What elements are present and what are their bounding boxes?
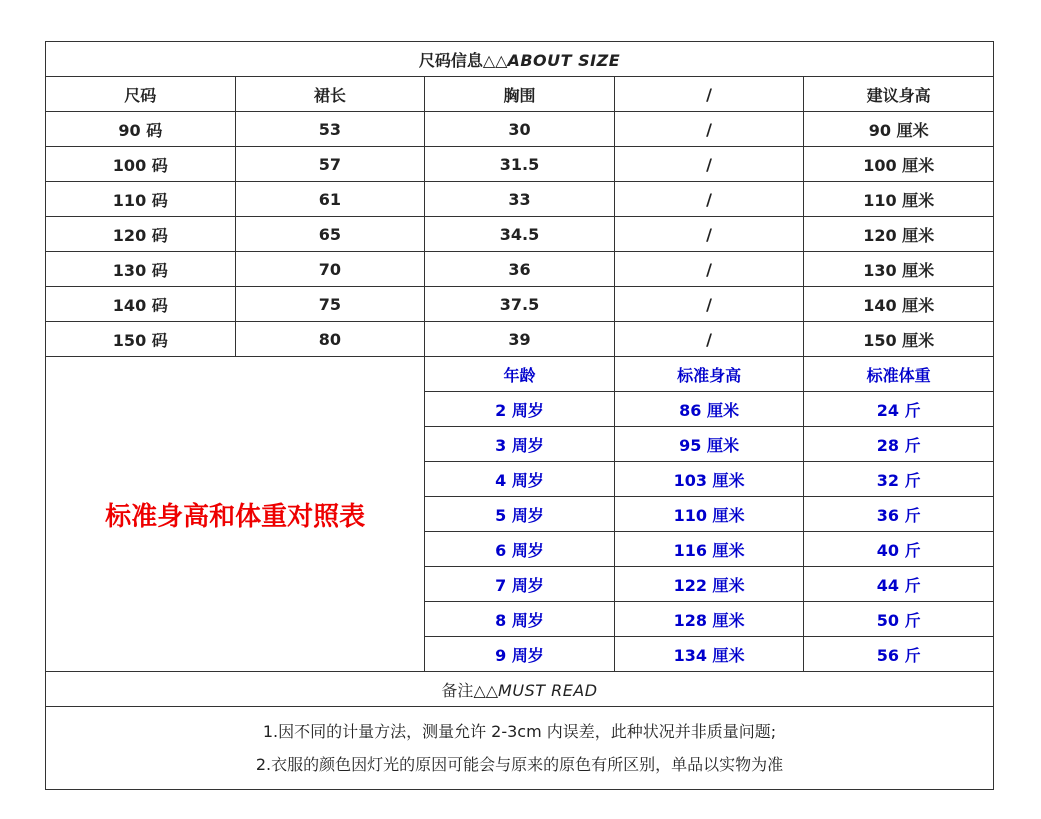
size-cell-suggested-height: 150 厘米 [804,322,994,357]
size-cell-slash: / [614,322,804,357]
size-cell-skirt-length: 80 [235,322,425,357]
standard-header-standard-height: 标准身高 [614,357,804,392]
notes-title-cn: 备注 [441,680,474,700]
size-cell-skirt-length: 53 [235,112,425,147]
standard-cell-age: 2 周岁 [425,392,615,427]
size-cell-skirt-length: 65 [235,217,425,252]
size-cell-suggested-height: 140 厘米 [804,287,994,322]
size-row [46,147,994,182]
size-cell-suggested-height: 120 厘米 [804,217,994,252]
standard-header-standard-weight: 标准体重 [804,357,994,392]
standard-header-age: 年龄 [425,357,615,392]
size-cell-slash: / [614,252,804,287]
header-size: 尺码 [46,77,236,112]
size-cell-slash: / [614,287,804,322]
header-suggested-height: 建议身高 [804,77,994,112]
size-cell-skirt-length: 75 [235,287,425,322]
size-chart-table [45,41,994,790]
size-row [46,287,994,322]
notes-title-marks: △△ [473,680,499,700]
standard-cell-standard-height: 110 厘米 [614,497,804,532]
size-cell-slash: / [614,182,804,217]
notes-body-row [46,707,994,790]
standard-cell-standard-weight: 50 斤 [804,602,994,637]
standard-cell-standard-weight: 56 斤 [804,637,994,672]
standard-cell-age: 8 周岁 [425,602,615,637]
size-info-title-en: ABOUT SIZE [507,50,621,70]
size-cell-suggested-height: 110 厘米 [804,182,994,217]
size-info-title [46,42,994,77]
standard-chart-label: 标准身高和体重对照表 [105,501,366,532]
note-line: 1.因不同的计量方法，测量允许 2-3cm 内误差，此种状况并非质量问题; [262,722,777,741]
size-cell-suggested-height: 90 厘米 [804,112,994,147]
notes-body [46,707,994,790]
size-info-title-row [46,42,994,77]
size-cell-skirt-length: 70 [235,252,425,287]
size-cell-bust: 36 [425,252,615,287]
standard-cell-standard-height: 103 厘米 [614,462,804,497]
standard-cell-age: 4 周岁 [425,462,615,497]
notes-title-en: MUST READ [498,680,598,700]
standard-cell-age: 3 周岁 [425,427,615,462]
size-cell-size: 150 码 [46,322,236,357]
size-cell-size: 120 码 [46,217,236,252]
standard-cell-age: 9 周岁 [425,637,615,672]
size-row [46,217,994,252]
size-row [46,182,994,217]
size-cell-bust: 34.5 [425,217,615,252]
standard-chart-label-cell [46,357,425,672]
header-bust: 胸围 [425,77,615,112]
standard-cell-standard-height: 116 厘米 [614,532,804,567]
size-cell-slash: / [614,217,804,252]
size-cell-suggested-height: 100 厘米 [804,147,994,182]
size-cell-size: 140 码 [46,287,236,322]
standard-cell-age: 5 周岁 [425,497,615,532]
size-cell-size: 130 码 [46,252,236,287]
size-cell-bust: 33 [425,182,615,217]
standard-cell-standard-weight: 24 斤 [804,392,994,427]
note-line: 2.衣服的颜色因灯光的原因可能会与原来的原色有所区别，单品以实物为准 [255,755,784,774]
size-cell-size: 100 码 [46,147,236,182]
standard-cell-standard-height: 134 厘米 [614,637,804,672]
size-info-title-marks: △△ [482,50,508,70]
standard-header-row [46,357,994,392]
size-cell-slash: / [614,112,804,147]
size-cell-bust: 39 [425,322,615,357]
size-row [46,112,994,147]
notes-title-row [46,672,994,707]
standard-cell-standard-weight: 32 斤 [804,462,994,497]
header-skirt-length: 裙长 [235,77,425,112]
standard-cell-age: 7 周岁 [425,567,615,602]
standard-cell-standard-height: 86 厘米 [614,392,804,427]
header-slash: / [614,77,804,112]
standard-cell-standard-weight: 28 斤 [804,427,994,462]
standard-cell-standard-height: 95 厘米 [614,427,804,462]
size-cell-size: 90 码 [46,112,236,147]
standard-cell-standard-height: 122 厘米 [614,567,804,602]
size-cell-skirt-length: 61 [235,182,425,217]
standard-cell-standard-weight: 40 斤 [804,532,994,567]
size-cell-bust: 31.5 [425,147,615,182]
size-cell-slash: / [614,147,804,182]
notes-title [46,672,994,707]
standard-cell-standard-weight: 44 斤 [804,567,994,602]
size-cell-bust: 37.5 [425,287,615,322]
size-row [46,322,994,357]
standard-cell-standard-weight: 36 斤 [804,497,994,532]
size-row [46,252,994,287]
standard-cell-standard-height: 128 厘米 [614,602,804,637]
size-info-title-cn: 尺码信息 [418,50,483,70]
size-cell-skirt-length: 57 [235,147,425,182]
size-header-row [46,77,994,112]
size-cell-bust: 30 [425,112,615,147]
size-cell-suggested-height: 130 厘米 [804,252,994,287]
standard-cell-age: 6 周岁 [425,532,615,567]
size-cell-size: 110 码 [46,182,236,217]
